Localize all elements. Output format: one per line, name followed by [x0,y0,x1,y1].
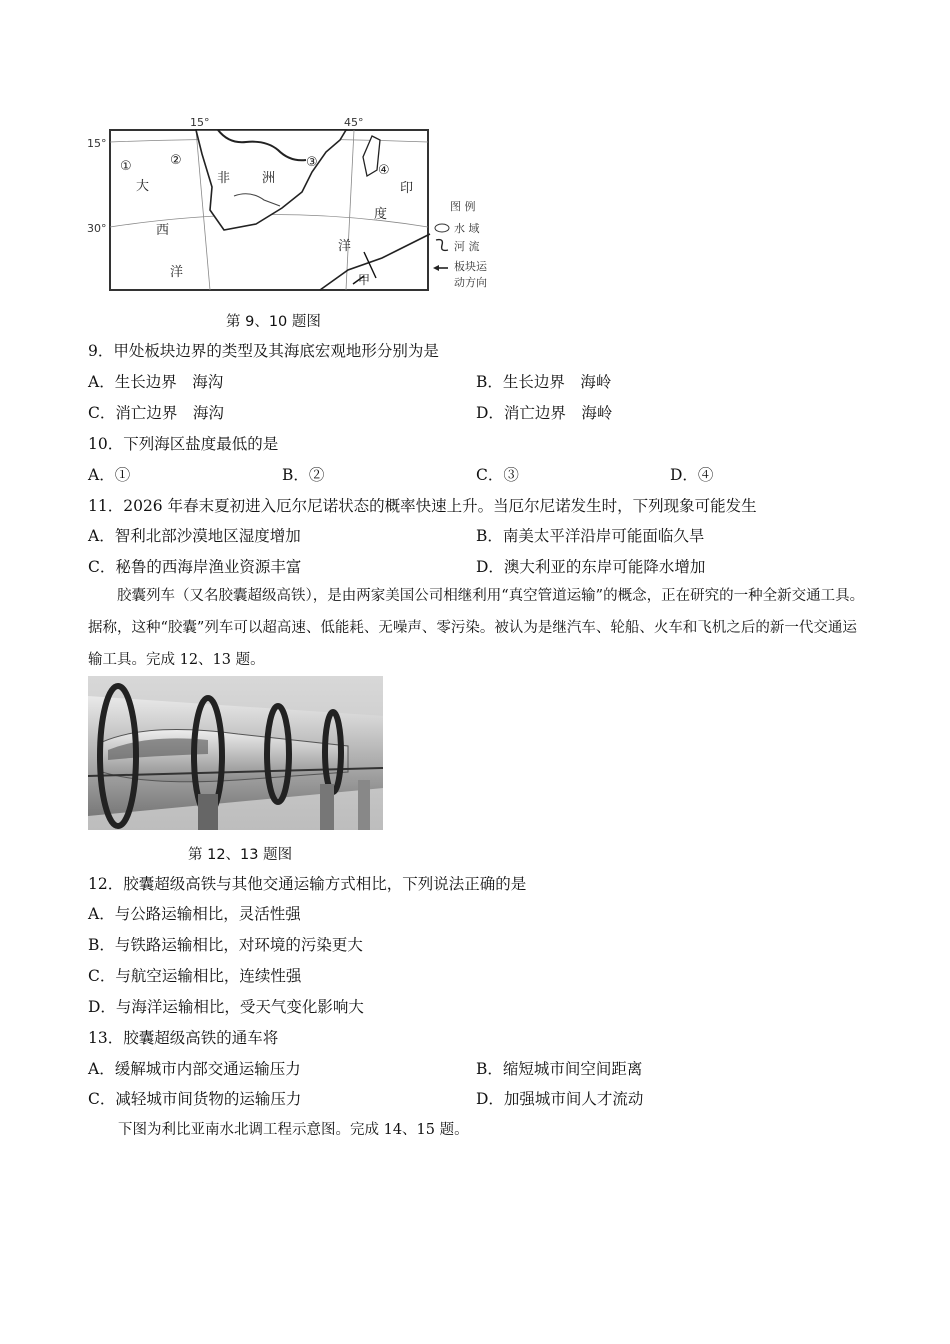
label-fei: 非 [217,171,231,186]
q13-option-d: D．加强城市间人才流动 [476,1090,644,1108]
photo-caption: 第 12、13 题图 [188,847,293,863]
lon-label-45: 45° [344,116,364,129]
q10-option-b: B．② [282,466,325,484]
q12-option-b: B．与铁路运输相比，对环境的污染更大 [88,936,363,954]
q13-option-b: B．缩短城市间空间距离 [476,1060,643,1078]
lon-label-15: 15° [190,116,210,129]
q10-option-c: C．③ [476,466,519,484]
water-legend-icon [435,224,449,232]
q11-option-d: D．澳大利亚的东岸可能降水增加 [476,558,706,576]
q12-option-c: C．与航空运输相比，连续性强 [88,967,302,985]
label-yin: 印 [400,181,414,196]
q13-option-a: A．缓解城市内部交通运输压力 [88,1060,301,1078]
q10-option-a: A．① [88,466,131,484]
label-xi: 西 [156,223,170,238]
marker-4: ④ [378,163,390,178]
label-zhou: 洲 [262,171,276,186]
q13-stem: 13．胶囊超级高铁的通车将 [88,1029,279,1047]
q12-stem: 12．胶囊超级高铁与其他交通运输方式相比，下列说法正确的是 [88,875,527,893]
label-jia: 甲 [358,273,371,287]
q9-option-b: B．生长边界 海岭 [476,373,612,391]
label-yang-atl: 洋 [170,265,184,280]
q10-stem: 10．下列海区盐度最低的是 [88,435,279,453]
intro-14-15: 下图为利比亚南水北调工程示意图。完成 14、15 题。 [118,1122,469,1138]
q11-stem: 11．2026 年春末夏初进入厄尔尼诺状态的概率快速上升。当厄尔尼诺发生时，下列现象可能发生 [88,497,757,515]
lat-label-15: 15° [87,137,107,150]
q12-option-a: A．与公路运输相比，灵活性强 [88,905,301,923]
legend-plate-motion-1: 板块运 [454,260,487,273]
q13-option-c: C．减轻城市间货物的运输压力 [88,1090,302,1108]
legend-title: 图 例 [450,200,476,213]
river-legend-icon [436,240,448,251]
label-du: 度 [374,207,388,222]
label-da: 大 [136,179,150,194]
legend-river: 河 流 [454,240,480,253]
lat-label-30: 30° [87,222,107,235]
q11-option-a: A．智利北部沙漠地区湿度增加 [88,527,301,545]
q9-stem: 9．甲处板块边界的类型及其海底宏观地形分别为是 [88,342,439,360]
q9-option-c: C．消亡边界 海沟 [88,404,224,422]
africa-plate-map [84,112,504,302]
legend-water: 水 域 [454,222,480,235]
map-caption: 第 9、10 题图 [226,314,321,330]
passage-12-13: 胶囊列车（又名胶囊超级高铁），是由两家美国公司相继利用“真空管道运输”的概念，正在研究的一种全新交通工具。据称，这种“胶囊”列车可以超高速、低能耗、无噪声、零污染。被认为是继汽车、轮船、火车和飞机之后的新一代交通运输工具。完成 12、13 题。 [88,588,865,668]
label-yang-ind: 洋 [338,239,352,254]
legend-plate-motion-2: 动方向 [454,276,487,289]
marker-1: ① [120,159,132,174]
marker-3: ③ [306,155,318,170]
q11-option-c: C．秘鲁的西海岸渔业资源丰富 [88,558,302,576]
q12-option-d: D．与海洋运输相比，受天气变化影响大 [88,998,364,1016]
marker-2: ② [170,153,182,168]
q9-option-d: D．消亡边界 海岭 [476,404,613,422]
hyperloop-photo [88,676,383,830]
q9-option-a: A．生长边界 海沟 [88,373,224,391]
q11-option-b: B．南美太平洋沿岸可能面临久旱 [476,527,705,545]
q10-option-d: D．④ [670,466,714,484]
